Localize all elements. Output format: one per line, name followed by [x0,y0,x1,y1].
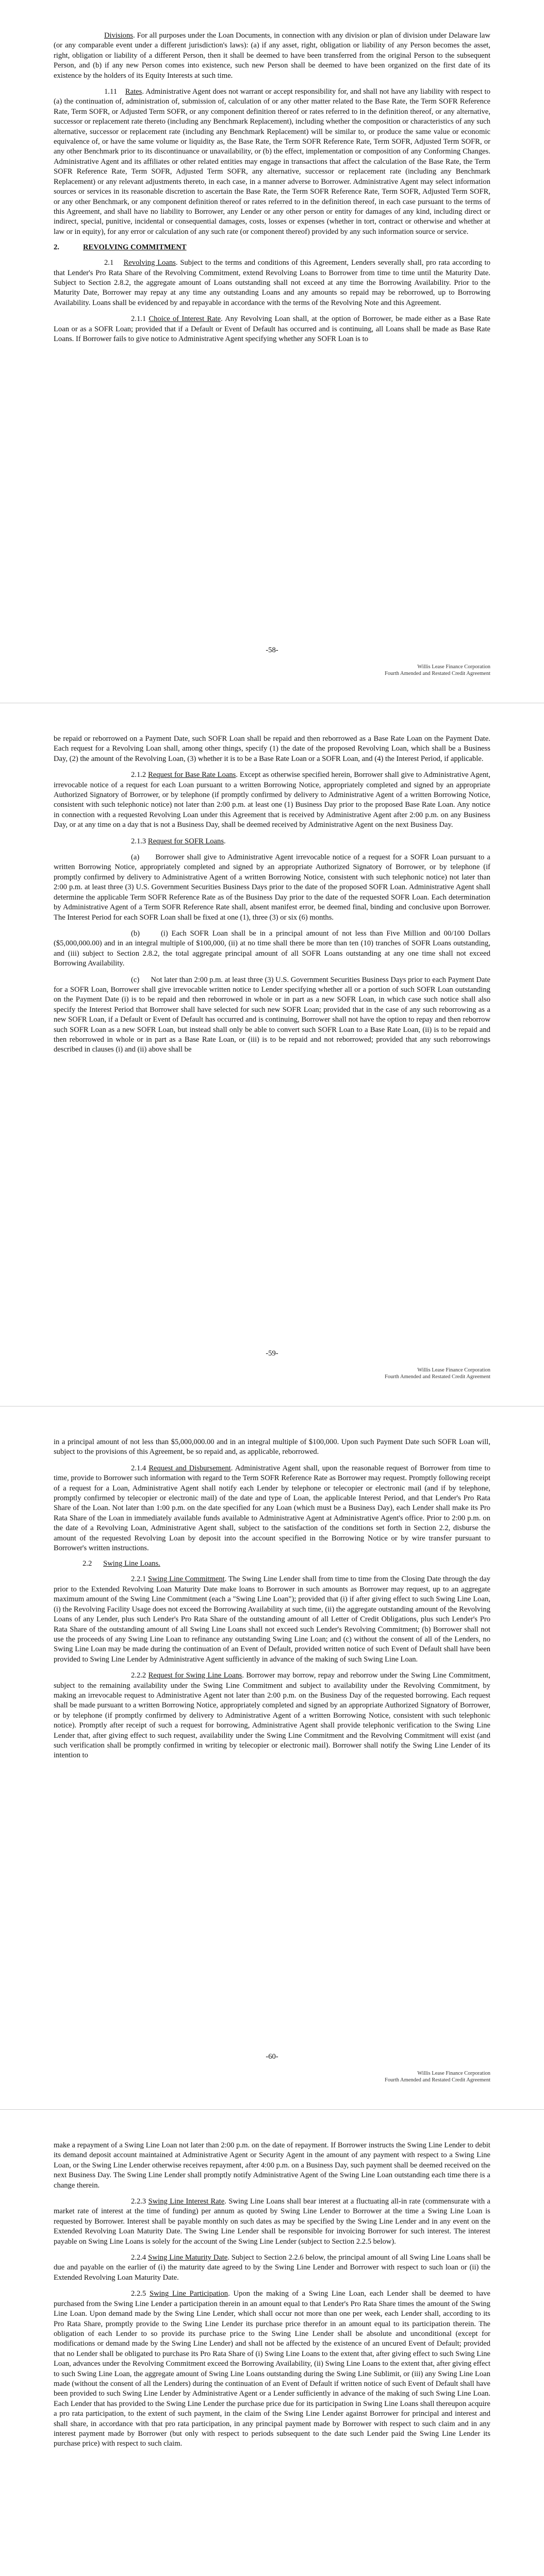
heading-2-2-1: Swing Line Commitment [148,1575,225,1584]
text-2-2-3: . Swing Line Loans shall bear interest at a fluctuating all-in rate (commensurate with a market rate of interest at the time of funding) per annum as quoted by Swing Line Lender to Borrower at the time a Swing Line Loan is requested by Borrower. Interest shall be payable monthly on such dates as may be specified by the Swing Line Lender and in any event on the Extended Revolving Loan Maturity Date. The Swing Line Lender shall be responsible for invoicing Borrower for such interest. The interest payable on Swing Line Loans is solely for the account of the Swing Line Lender (subject to Section 2.2.5 below). [54,2197,490,2246]
paragraph-rates [54,87,490,237]
page-footer [0,1349,544,1406]
page-number: -60- [266,2053,278,2061]
text-2-2-5: . Upon the making of a Swing Line Loan, each Lender shall be deemed to have purchased from the Swing Line Lender a participation therein in an amount equal to that Lender's Pro Rata Share times the amount of the Swing Line Loan. Upon demand made by the Swing Line Lender, which shall occur not more than one per week, each Lender shall, according to its Pro Rata Share, promptly provide to the Swing Line Lender its purchase price therefor in an amount equal to its participation therein. The obligation of each Lender to so provide its purchase price to the Swing Line Lender shall be absolute and unconditional (except for modifications or demand made by the Swing Line Lender) and shall not be affected by the existence of an uncured Event of Default; provided that no Lender shall be obligated to purchase its Pro Rata Share of (i) Swing Line Loans to the extent that, after giving effect to such Swing Line Loan, advances under the Revolving Commitment exceed the Borrowing Availability, (ii) Swing Line Loans to the extent that, after giving effect to such Swing Line Loan, the aggregate amount of Swing Line Loans outstanding during the Swing Line Sublimit, or (iii) any Swing Line Loan made (without the consent of all the Lenders) during the continuation of an Event of Default if written notice of such Event of Default shall have been provided to such Swing Line Lender by Administrative Agent or a Lender sufficiently in advance of the making of such Swing Line Loan. Each Lender that has provided to the Swing Line Lender the purchase price due for its participation in Swing Line Loans shall thereupon acquire a pro rata participation, to the extent of such payment, in the claim of the Swing Line Lender against Borrower for principal and interest and shall share, in accordance with that pro rata participation, in any principal payment made by Borrower with respect to such claim and in any interest payment made by Borrower (but only with respect to periods subsequent to the date such Lender paid the Swing Line Lender its purchase price) with respect to such claim. [54,2290,491,2448]
paragraph-continued: in a principal amount of not less than $5,000,000.00 and in an integral multiple of $100,000. Upon such Payment Date such SOFR Loan will, subject to the provisions of this Agreement, be so repaid and, as applicable, reborrowed. [54,1438,490,1456]
heading-2-1-2: Request for Base Rate Loans [148,771,236,779]
heading-2-1-3-tail: . [224,837,226,845]
heading-2-2-3: Swing Line Interest Rate [148,2197,225,2206]
paragraph-divisions [54,31,490,81]
text-2-2-2: . Borrower may borrow, repay and reborrow under the Swing Line Commitment, subject to the remaining availability under the Swing Line Commitment and subject to availability under the Revolving Commitment, by making an irrevocable request to Administrative Agent not later than 2:00 p.m. on the Business Day of the requested borrowing. Each request shall be made pursuant to a written Borrowing Notice, appropriately completed and signed by an appropriate Authorized Signatory of Borrower, or by telephone (if promptly confirmed by delivery to Administrative Agent of a written Borrowing Notice, consistent with such telephonic notice). Promptly after receipt of such a request for borrowing, Administrative Agent shall provide telephonic verification to the Swing Line Lender that, after giving effect to such request, availability under the Swing Line Commitment and the Revolving Commitment will exist (and such verification shall be promptly confirmed in writing by telecopier or electronic mail). Borrower shall notify the Swing Line Lender of its intention to [54,1671,490,1760]
paragraph-2-2-4 [54,2253,490,2283]
footer-identifier [385,2070,490,2083]
section-number: 2. [54,243,59,252]
divisions-text: . For all purposes under the Loan Documents, in connection with any division or plan of division under Delaware law (or any comparable event under a different jurisdiction's laws): (a) if any asset, right, obligation or liability of any Person becomes the asset, right, obligation or liability of a different Person, then it shall be deemed to have been transferred from the original Person to the subsequent Person, and (b) if any new Person comes into existence, such new Person shall be deemed to have been organized on the first date of its existence by the holders of its Equity Interests at such time. [54,31,490,80]
heading-2-2-4: Swing Line Maturity Date [148,2253,228,2262]
paragraph-2-2-2 [54,1671,490,1761]
heading-2-1-1: Choice of Interest Rate [149,315,221,324]
paragraph-continued: make a repayment of a Swing Line Loan not later than 2:00 p.m. on the date of repayment. If Borrower instructs the Swing Line Lender to debit its demand deposit account maintained at Administrative Agent or Security Agent in the amount of any payment with respect to a Swing Line Loan, or the Swing Line Lender otherwise receives repayment, after 4:00 p.m. on a Business Day, such payment shall be deemed received on the next Business Day. The Swing Line Lender shall promptly notify Administrative Agent of the Swing Line Loan outstanding each time there is a change therein. [54,2141,490,2190]
footer-identifier [385,1367,490,1380]
number-2-2-5: 2.2.5 [131,2290,146,2298]
text-2-1-4: . Administrative Agent shall, upon the reasonable request of Borrower from time to time, provide to Borrower such information with regard to the Term SOFR Reference Rate as Borrower may request. Promptly following receipt of a request for a Loan, Administrative Agent shall notify each Lender by telephone or telecopier or electronic mail (and if by telephone, promptly confirmed by telecopier or electronic mail) of the date and type of Loan, the applicable Interest Period, and that Lender's Pro Rata Share of the Loan. Not later than 1:00 p.m. on the date specified for any Loan (which must be a Business Day), each Lender shall make its Pro Rata Share of the Loan in immediately available funds available to Administrative Agent at Administrative Agent's office. Prior to 2:00 p.m. on the date of a Revolving Loan, Administrative Agent shall, subject to the satisfaction of the conditions set forth in Section 2.2, disburse the amount of the requested Revolving Loan by deposit into the account specified in the Borrowing Notice or by wire transfer pursuant to Borrower's written instructions. [54,1464,490,1553]
clause-a-label: (a) [131,853,140,862]
subsection-heading [83,1560,490,1568]
footer-agreement: Fourth Amended and Restated Credit Agreement [385,1374,490,1380]
number-2-1-3: 2.1.3 [131,837,146,845]
number-2-2-2: 2.2.2 [131,1671,146,1680]
footer-agreement: Fourth Amended and Restated Credit Agreement [385,671,490,676]
footer-identifier [385,664,490,677]
clause-b-label: (b) [131,929,140,938]
paragraph-2-2-3 [54,2197,490,2247]
number-2-1-2: 2.1.2 [131,771,146,779]
subsection-number: 2.2 [83,1560,92,1568]
paragraph-2-1-2 [54,770,490,830]
footer-company: Willis Lease Finance Corporation [417,2071,490,2076]
paragraph-2-1-3 [54,837,490,846]
paragraph-2-1-3-c [54,975,490,1055]
heading-2-1: Revolving Loans [123,259,176,267]
clause-b-text: (i) Each SOFR Loan shall be in a principal amount of not less than Five Million and 00/100 Dollars ($5,000,000.00) and in an integral multiple of $100,000, (ii) at no time shall there be more than ten (10) tranches of SOFR Loans outstanding, and (iii) subject to Section 2.8.2, the total aggregate principal amount of all SOFR Loans outstanding at any one time shall not exceed Borrowing Availability. [54,929,491,968]
clause-a-text: Borrower shall give to Administrative Agent irrevocable notice of a request for a SOFR Loan pursuant to a written Borrowing Notice, appropriately completed and signed by an appropriate Authorized Signatory of Borrower, or by telephone (if promptly confirmed by delivery to Administrative Agent of a written Borrowing Notice, consistent with such telephonic notice) not later than 2:00 p.m. at least three (3) U.S. Government Securities Business Days prior to the date of the proposed SOFR Loan. Administrative Agent shall determine the applicable Term SOFR Reference Rate as of the Business Day prior to the date of the requested SOFR Loan. Each determination by Administrative Agent of a Term SOFR Reference Rate shall, absent manifest error, be deemed final, binding and conclusive upon Borrower. The Interest Period for each SOFR Loan shall be fixed at one (1), three (3) or six (6) months. [54,853,491,922]
rates-text: . Administrative Agent does not warrant or accept responsibility for, and shall not have any liability with respect to (a) the continuation of, administration of, submission of, calculation of or any other matter related to the Base Rate, the Term SOFR Reference Rate, Term SOFR, or Adjusted Term SOFR, or any component definition thereof or rates referred to in the definition thereof, or any alternative, successor or replacement rate thereto (including any Benchmark Replacement), including whether the composition or characteristics of any such alternative, successor or replacement rate (including any Benchmark Replacement) will be similar to, or produce the same value or economic equivalence of, or have the same volume or liquidity as, the Base Rate, the Term SOFR Reference Rate, Term SOFR, Adjusted Term SOFR, or any other Benchmark prior to its discontinuance or unavailability, or (b) the effect, implementation or composition of any Conforming Changes. Administrative Agent and its affiliates or other related entities may engage in transactions that affect the calculation of the Base Rate, the Term SOFR Reference Rate, Term SOFR, Adjusted Term SOFR, any alternative, successor or replacement rate (including any Benchmark Replacement) or any relevant adjustments thereto, in each case, in a manner adverse to Borrower. Administrative Agent may select information sources or services in its reasonable discretion to ascertain the Base Rate, the Term SOFR Reference Rate, Term SOFR, Adjusted Term SOFR, or any other Benchmark, or any component definition thereof or rates referred to in the definition thereof, in each case pursuant to the terms of this Agreement, and shall have no liability to Borrower, any Lender or any other person or entity for damages of any kind, including direct or indirect, special, punitive, incidental or consequential damages, costs, losses or expenses (whether in tort, contract or otherwise and whether at law or in equity), for any error or calculation of any such rate (or component thereof) provided by any such information source or service. [54,88,490,236]
paragraph-2-2-1 [54,1574,490,1665]
number-2-2-3: 2.2.3 [131,2197,146,2206]
text-2-1-2: . Except as otherwise specified herein, Borrower shall give to Administrative Agent, irrevocable notice of a request for each Loan pursuant to a written Borrowing Notice, appropriately completed and signed by an appropriate Authorized Signatory of Borrower, or by telephone (if promptly confirmed by delivery to Administrative Agent of a written Borrowing Notice, consistent with such telephonic notice) not later than 2:00 p.m. at least one (1) Business Day prior to the proposed Base Rate Loan. Any notice in connection with a requested Revolving Loan under this Agreement that is received by Administrative Agent after 2:00 p.m. on any Business Day, or at any time on a day that is not a Business Day, shall be deemed received by Administrative Agent on the next Business Day. [54,771,490,829]
number-2-1-1: 2.1.1 [131,315,146,324]
heading-2-2-5: Swing Line Participation [149,2290,228,2298]
clause-c-label: (c) [131,975,140,984]
paragraph-2-1-3-b [54,929,490,969]
paragraph-2-1 [54,258,490,308]
footer-agreement: Fourth Amended and Restated Credit Agreement [385,2077,490,2083]
page-footer [0,646,544,703]
footer-company: Willis Lease Finance Corporation [417,664,490,670]
heading-2-1-3: Request for SOFR Loans [147,837,224,845]
paragraph-continued: be repaid or reborrowed on a Payment Date, such SOFR Loan shall be repaid and then reborrowed as a Base Rate Loan on the Payment Date. Each request for a Revolving Loan shall, among other things, specify (1) the date of the proposed Revolving Loan, which shall be a Business Day, (2) the amount of the Revolving Loan, (3) whether it is to be a Base Rate Loan or a SOFR Loan, and (4) the Interest Period, if applicable. [54,735,490,763]
paragraph-2-2-5 [54,2289,490,2449]
paragraph-2-1-4 [54,1464,490,1554]
text-2-1: . Subject to the terms and conditions of this Agreement, Lenders severally shall, pro rata according to that Lender's Pro Rata Share of the Revolving Commitment, extend Revolving Loans to Borrower from time to time until the Maturity Date. Subject to Section 2.8.2, the aggregate amount of Loans outstanding shall not exceed at any time the Borrowing Availability. Prior to the Maturity Date, Borrower may repay at any time any outstanding Loans and any amounts so repaid may be reborrowed, up to Borrowing Availability. Loans shall be evidenced by and repayable in accordance with the terms of the Revolving Note and this Agreement. [54,259,490,307]
page-number: -58- [266,646,278,654]
page-58 [0,0,544,703]
footer-company: Willis Lease Finance Corporation [417,1367,490,1373]
page-61 [0,2110,544,2576]
heading-2-1-4: Request and Disbursement [149,1464,231,1472]
text-2-2-4: . Subject to Section 2.2.6 below, the principal amount of all Swing Line Loans shall be due and payable on the earlier of (i) the maturity date agreed to by the Swing Line Lender and Borrower with respect to such loan or (ii) the Extended Revolving Loan Maturity Date. [54,2253,491,2282]
paragraph-2-1-3-a [54,853,490,923]
number-2-1-4: 2.1.4 [131,1464,146,1472]
paragraph-2-1-1 [54,314,490,344]
page-footer [0,2053,544,2109]
text-2-2-1: . The Swing Line Lender shall from time to time from the Closing Date through the day prior to the Extended Revolving Loan Maturity Date make loans to Borrower in such amounts as Borrower may request, up to an aggregate maximum amount of the Swing Line Commitment (each a "Swing Line Loan"); provided that (i) if after giving effect to such Swing Line Loan, (i) the Revolving Facility Usage does not exceed the Borrowing Availability at such time, (ii) the aggregate outstanding amount of the Revolving Loans of any Lender, plus such Lender's Pro Rata Share of the outstanding amount of all Letter of Credit Obligations, plus such Lender's Pro Rata Share of the outstanding amount of all Swing Line Loans shall not exceed such Lender's Revolving Commitment; (b) Borrower shall not use the proceeds of any Swing Line Loan to refinance any outstanding Swing Line Loan; and (c) without the consent of all of the Lenders, no Swing Line Loan may be made during the continuation of an Event of Default, provided written notice of such Event of Default shall have been provided to Swing Line Lender by Administrative Agent sufficiently in advance of the making of such Swing Line Loan. [54,1575,491,1664]
page-number: -59- [266,1349,278,1358]
number-2-2-1: 2.2.1 [131,1575,146,1584]
number-2-2-4: 2.2.4 [131,2253,146,2262]
page-59 [0,703,544,1406]
text-2-1-1: . Any Revolving Loan shall, at the option of Borrower, be made either as a Base Rate Loan or as a SOFR Loan; provided that if a Default or Event of Default has occurred and is continuing, all Loans shall be made as Base Rate Loans. If Borrower fails to give notice to Administrative Agent specifying whether any SOFR Loan is to [54,315,490,343]
section-title: REVOLVING COMMITMENT [83,243,187,252]
rates-heading: Rates [125,88,142,96]
page-60 [0,1406,544,2110]
number-2-1: 2.1 [104,259,114,267]
section-heading [54,243,490,252]
clause-c-text: Not later than 2:00 p.m. at least three (3) U.S. Government Securities Business Days prior to each Payment Date for a SOFR Loan, Borrower shall give irrevocable written notice to Lender specifying whether all or a portion of such SOFR Loan outstanding on the Payment Date (i) is to be repaid and then reborrowed in whole or in part as a new SOFR Loan, in which case such notice shall also specify the Interest Period that Borrower shall have selected for such new SOFR Loan; provided that in the case of any such reborrowing as a new SOFR Loan, if a Default or Event of Default has occurred and is continuing, Borrower shall not have the option to repay and then reborrow such SOFR Loan as a new SOFR Loan, but instead shall only be able to convert such SOFR Loan to a Base Rate Loan, (ii) is to be repaid and then reborrowed in whole or in part as a Base Rate Loan, or (iii) is to be repaid and not reborrowed; provided that any such reborrowings described in clauses (i) and (ii) above shall be [54,975,491,1054]
rates-number: 1.11 [104,88,117,96]
subsection-title: Swing Line Loans. [103,1560,160,1568]
heading-2-2-2: Request for Swing Line Loans [148,1671,242,1680]
divisions-heading: Divisions [104,31,133,40]
